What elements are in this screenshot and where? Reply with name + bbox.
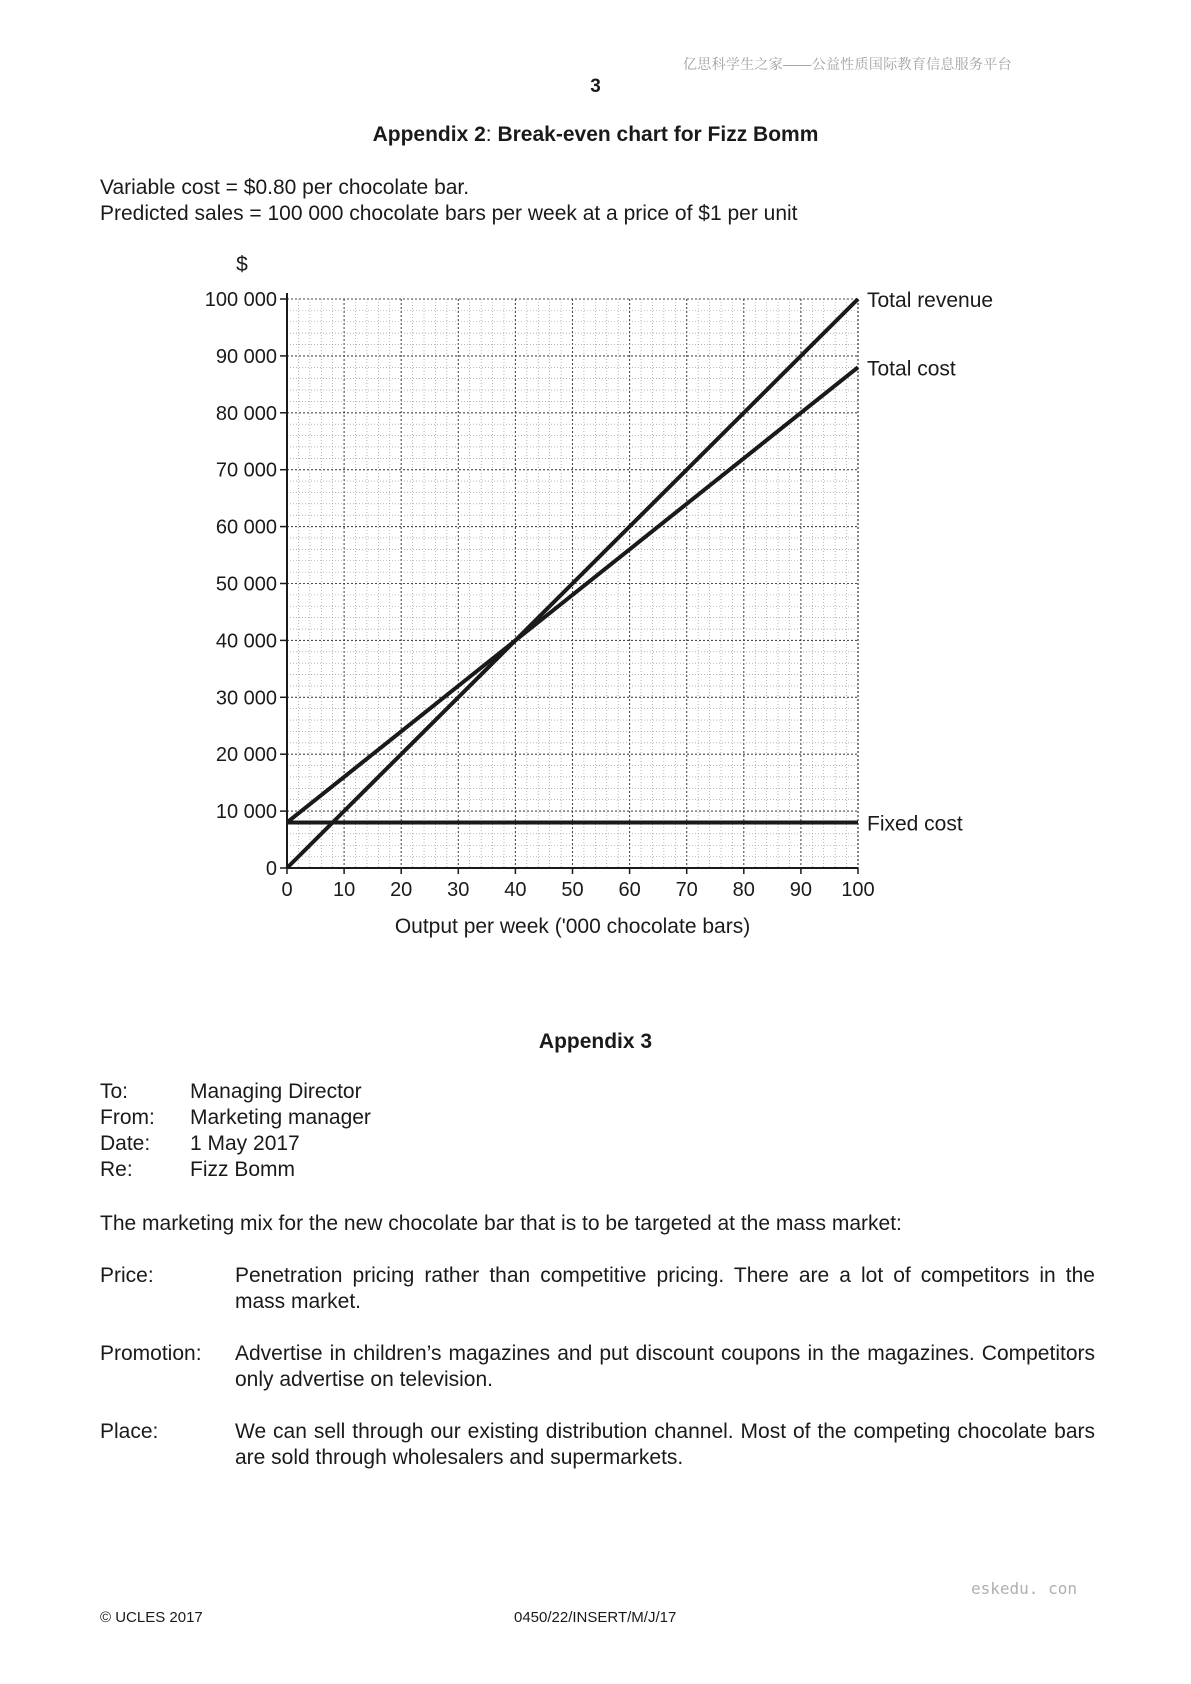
marketing-mix-text: Penetration pricing rather than competitive pricing. There are a lot of competitors in the mass market. (235, 1264, 1095, 1313)
x-tick-label: 10 (332, 879, 356, 901)
series-label-total-cost: Total cost (867, 357, 956, 381)
y-tick-label: 80 000 (215, 402, 277, 425)
memo-value: Managing Director (190, 1080, 362, 1103)
y-tick-label: 30 000 (215, 687, 277, 710)
x-tick-label: 80 (732, 879, 755, 901)
x-tick-label: 100 (841, 879, 875, 901)
appendix2-heading-label: Appendix 2 (372, 123, 486, 146)
predicted-sales-line: Predicted sales = 100 000 chocolate bars per week at a price of $1 per unit (100, 202, 798, 225)
memo-key: To: (100, 1080, 129, 1103)
appendix2-heading-title: Break-even chart for Fizz Bomm (497, 123, 819, 146)
appendix3-heading: Appendix 3 (538, 1030, 653, 1053)
marketing-mix-key: Promotion: (100, 1342, 202, 1365)
appendix2-heading-sep: : (485, 123, 492, 146)
x-tick-label: 50 (561, 879, 584, 901)
x-tick-label: 30 (447, 879, 470, 901)
y-tick-label: 100 000 (204, 289, 277, 311)
footer-code: 0450/22/INSERT/M/J/17 (514, 1609, 677, 1626)
y-tick-label: 50 000 (215, 573, 277, 596)
memo-value: Fizz Bomm (190, 1158, 295, 1181)
y-tick-label: 40 000 (215, 630, 277, 653)
marketing-mix-key: Place: (100, 1420, 159, 1443)
y-axis-label: $ (236, 253, 248, 276)
x-tick-label: 0 (281, 879, 293, 901)
y-tick-label: 0 (265, 858, 277, 880)
memo-value: 1 May 2017 (190, 1132, 300, 1155)
memo-key: From: (100, 1106, 155, 1129)
x-tick-label: 60 (618, 879, 641, 901)
page-number: 3 (590, 76, 601, 97)
marketing-mix-text: Advertise in children’s magazines and put discount coupons in the magazines. Competitors only advertise on television. (235, 1342, 1095, 1391)
x-axis-label: Output per week ('000 chocolate bars) (394, 915, 751, 938)
x-tick-label: 70 (675, 879, 698, 901)
series-label-fixed-cost: Fixed cost (867, 812, 963, 836)
watermark-bottom: eskedu. con (971, 1579, 1077, 1598)
y-tick-label: 10 000 (215, 801, 277, 824)
y-tick-label: 60 000 (215, 516, 277, 539)
x-tick-label: 20 (390, 879, 413, 901)
marketing-mix-text: We can sell through our existing distribution channel. Most of the competing chocolate bars are sold through wholesalers and supermarkets. (235, 1420, 1095, 1469)
y-tick-label: 90 000 (215, 345, 277, 368)
memo-key: Date: (100, 1132, 151, 1155)
y-tick-label: 20 000 (215, 744, 277, 767)
footer-copyright: © UCLES 2017 (100, 1609, 203, 1626)
memo-value: Marketing manager (190, 1106, 371, 1129)
variable-cost-line: Variable cost = $0.80 per chocolate bar. (100, 176, 470, 199)
marketing-mix-key: Price: (100, 1264, 154, 1287)
x-tick-label: 40 (504, 879, 527, 901)
series-label-total-revenue: Total revenue (867, 289, 994, 312)
memo-key: Re: (100, 1158, 133, 1181)
x-tick-label: 90 (789, 879, 813, 901)
y-tick-label: 70 000 (215, 459, 277, 482)
watermark-top: 亿思科学生之家——公益性质国际教育信息服务平台 (683, 56, 1012, 72)
marketing-mix-intro: The marketing mix for the new chocolate bar that is to be targeted at the mass market: (100, 1212, 902, 1235)
